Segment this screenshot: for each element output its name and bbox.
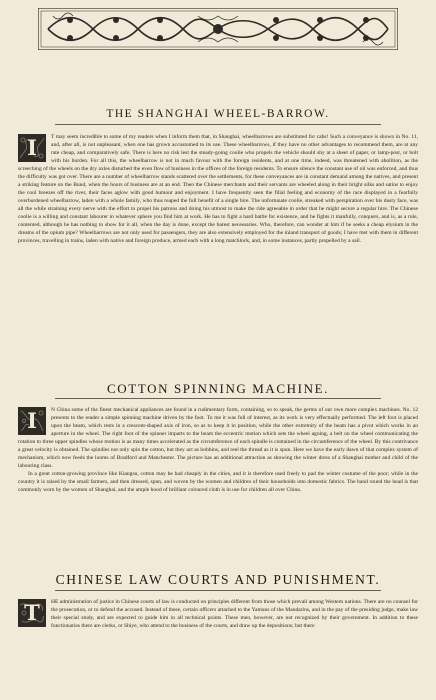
ornament-icon — [38, 8, 398, 50]
article-body-law-courts — [18, 598, 418, 630]
article-body-cotton — [18, 406, 418, 494]
article-title-cotton: COTTON SPINNING MACHINE. — [107, 381, 329, 396]
drop-cap-initial — [18, 599, 46, 627]
ornamental-header-banner — [38, 8, 398, 50]
paragraph: T may seem incredible to some of my readers when I inform them that, in Shanghai, wheelbarrows are substituted for cabs! Such a conveyance is shown in No. 11, and, after all, is not unpleasant, when one has grown accustomed to its use. These wheelbarrows, if they have no other advantages to recommend them, are at any rate cheap, and comparatively safe. There is here no risk lest the steady-going coolie who propels the vehicle should shy at a sheet of paper, or lamp-post, or bolt with his burden. For all this, the wheelbarrow is not in much favour with the foreign residents, and at one time, indeed, was threatened with abolition, as the screeching of the wheels on the dry axles disturbed the even flow of business in the offices of the foreign residents. To ensure silence the constant use of oil was enforced, and thus the difficulty was got over. There are a number of wheelbarrow stands scattered over the settlements, for these conveyances are in constant demand among the natives, and present a striking feature on the Bund, when the hours of business are at an end. Then the Chinese merchants and their servants are wheeled along in their bright silks and satins to enjoy the cool breezes off the river, their faces aglow with good humour and enjoyment. I have frequently seen the filial feeling and economy of the race displayed in a fearfully overburdened wheelbarrow, laden with a whole family, who thus reaped the full benefit of a single hire. The unfortunate coolie, streaked with perspiration over his dusty face, was all the while straining every nerve with the effort to propel his patrons and doing his utmost to make the ride agreeable in order that he might secure a regular hire. The Chinese coolie is a willing and constant labourer in whatever sphere you find him at work. He has to fight a hard battle for existence, and he fights it manfully, conquers, and is, as a rule, contented, although he has nothing to show for it all, when the day is done, except the barest necessaries. Who, therefore, can wonder at him if he seeks a cheap elysium in the dreams of the opium pipe? Wheelbarrows are not only used for passengers, they are also extensively employed for the inland transport of goods; I have met with them in different provinces, travelling in trains, laden with native and foreign produce, armed each with a long matchlock, and, in some instances, partly propelled by a sail. — [18, 134, 418, 244]
drop-cap-letter: I — [27, 408, 37, 433]
article-title-law-courts: CHINESE LAW COURTS AND PUNISHMENT. — [55, 572, 381, 587]
paragraph: HE administration of justice in Chinese courts of law is conducted on principles different from those which prevail among Western nations. There are no counsel for the prosecution, or to defend the accused. Instead of these, certain officers attached to the Yamuns of the Mandarins, and in the pay of the presiding judge, make law their special study, and are expected to guide him in all technical points. These men, however, are not recognized by their government. In addition to these functionaries there are clerks, or Shiye, who attend to the business of the courts, and draw up the depositions; but there — [51, 599, 418, 629]
article-title-wheelbarrow: THE SHANGHAI WHEEL-BARROW. — [106, 108, 330, 120]
drop-cap-letter: I — [27, 135, 37, 160]
drop-cap-initial — [18, 134, 46, 162]
title-divider — [55, 124, 381, 125]
title-divider — [55, 398, 381, 399]
article-body-wheelbarrow — [18, 133, 418, 245]
drop-cap-initial — [18, 407, 46, 435]
title-divider — [55, 590, 381, 591]
paragraph: N China some of the finest mechanical appliances are found in a rudimentary form, containing, so to speak, the germs of our own more complex machines. No. 12 presents to the reader a simple spinning machine driven by the foot. To me it was full of interest, as its work is very effectually performed. The left foot is placed upon the beam, which rests in a crescent-shaped axis of iron, so as to keep it in position, while the other extremity of the beam has a pivot which works in an aperture in the wheel. The right foot of the spinner imparts to the beam the eccentric motion which sets the wheel agoing, a belt on the wheel communicating the rotation to three upper spindles whose motion is as many times accelerated as the circumference of each spindle is contained in the circumference of the wheel. By this contrivance a great velocity is obtained. The spindles not only spin the cotton, but they act as bobbins, and reel the thread as it is spun. Here we have the early dawn of that complex system of mechanism, which now feeds the looms of Bradford and Manchester. The picture has an additional attraction as showing the winter dress of a Shanghai mother and child of the labouring class. — [18, 407, 418, 469]
paragraph: In a great cotton-growing province like Kiangsu, cotton may be had cheaply in the cities, and it is therefore used freely to pad the winter costume of the poor; while in the country it is raised by the small farmers, and then dressed, spun, and woven by the women and children of their households into domestic fabrics. The band round the head is that commonly worn by the women of Shanghai, and the ample hood of brilliant coloured cloth is in use for children all over China. — [18, 471, 418, 493]
drop-cap-letter: T — [24, 600, 40, 625]
